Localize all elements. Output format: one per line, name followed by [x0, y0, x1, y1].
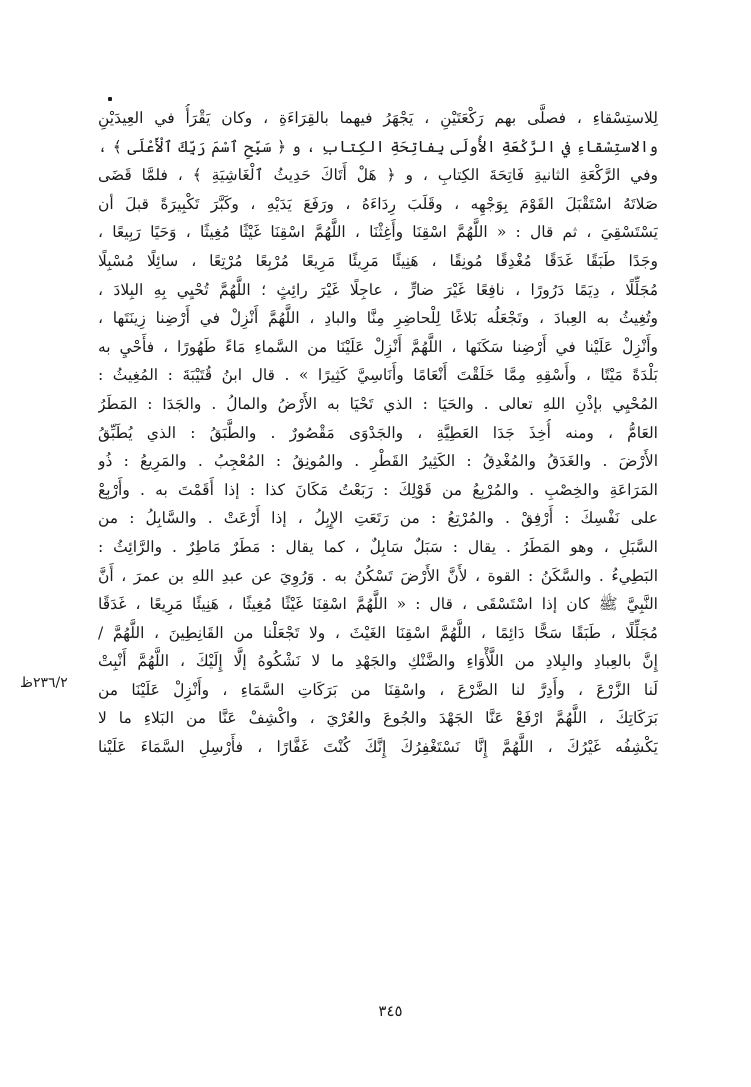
text-line: لِلاستِسْقاءِ ، فصلَّى بهم رَكْعَتَيْنِ ، يَجْهَرُ فيهما بالقِرَاءَةِ ، وكان يَقْرَأُ في العِيدَيْنِ	[98, 109, 658, 127]
text-line: على نَفْسِكَ : أَرْفِقْ . والمُرْتِعُ : من رَتَعَتِ الإِبِلُ ، إذا أَرْعَتْ . والسَّابِلُ : من	[98, 509, 658, 528]
text-line: وأَنْزِلْ عَلَيْنا في أَرْضِنا سَكَنَها ، اللَّهُمَّ أَنْزِلْ عَلَيْنَا من السَّماءِ مَاءً طَهُورًا ، فأَحْيِ به	[98, 337, 658, 356]
page-number: ٣٤٥	[378, 1002, 403, 1020]
text-line: بَلْدَةً مَيْتًا ، وأَسْقِهِ مِمَّا خَلَقْتَ أَنْعَامًا وأَنَاسِيَّ كَثِيرًا » . قال ابنُ قُتَيْبَةَ : المُغِيثُ :	[98, 366, 658, 385]
text-line: لَنا الزَّرْعَ ، وأَدِرَّ لنا الضَّرْعَ ، واسْقِنَا من بَرَكَاتِ السَّمَاءِ ، وأَنْزِلْ عَلَيْنَا من	[98, 680, 658, 699]
section-mark	[108, 97, 112, 101]
text-line: وفي الرَّكْعَةِ الثانيةِ فَاتِحَةَ الكِتابِ ، و ﴿ هَلْ أَتَاكَ حَدِيثُ ٱلْغَاشِيَةِ ﴾ ، فلمَّا قَضَى	[98, 166, 658, 185]
text-line: إِنَّ بالعِبادِ والبِلادِ من اللَّأْوَاءِ والضَّنْكِ والجَهْدِ ما لا نَشْكُوهُ إلَّا إِلَيْكَ ، اللَّهُمَّ أَنْبِتْ	[98, 652, 658, 671]
text-line: وتُغِيثُ به العِبادَ ، وتَجْعَلُه بَلاغًا لِلْحاضِرِ مِنَّا والبادِ ، اللَّهُمَّ أَنْزِلْ في أَرْضِنا زِينَتَها ،	[98, 309, 658, 328]
text-line: يَسْتَسْقِيَ ، ثم قال : « اللَّهُمَّ اسْقِنَا وأَغِثْنَا ، اللَّهُمَّ اسْقِنَا غَيْثًا مُغِيثًا ، وَحَيًا رَبِيعًا ،	[98, 223, 658, 242]
text-line: البَطِيءُ . والسَّكَنُ : القوة ، لأَنَّ الأَرْضَ تَسْكُنُ به . وَرُوِيَ عن عبدِ اللهِ بن عمرَ ، أَنَّ	[98, 566, 658, 585]
text-line: النَّبِيَّ ﷺ كان إذا اسْتَسْقَى ، قال : « اللَّهُمَّ اسْقِنَا غَيْثًا مُغِيثًا ، هَنِيئًا مَرِيعًا ، غَدَقًا	[98, 595, 658, 614]
text-line: بَرَكَاتِكَ ، اللَّهُمَّ ارْفَعْ عَنَّا الجَهْدَ والجُوعَ والعُرْيَ ، واكْشِفْ عَنَّا من البَلاءِ ما لا	[98, 709, 658, 728]
text-line: يَكْشِفُه غَيْرُكَ ، اللَّهُمَّ إِنَّا نَسْتَغْفِرُكَ إِنَّكَ كُنْتَ غَفَّارًا ، فأَرْسِلِ السَّمَاءَ عَلَيْنا	[98, 738, 658, 757]
text-line: صَلاتَهُ اسْتَقْبَلَ القَوْمَ بِوَجْهِه ، وقَلَبَ رِدَاءَهُ ، ورَفَعَ يَدَيْهِ ، وكَبَّرَ تَكْبِيرَةً قبلَ أن	[98, 194, 658, 213]
text-line: مُجَلِّلًا ، دِيَمًا دَرُورًا ، نافِعًا غَيْرَ ضارٍّ ، عاجِلًا غَيْرَ رائِثٍ ؛ اللَّهُمَّ تُحْيِي بِهِ البِلادَ ،	[98, 280, 658, 299]
text-line: العَامُّ ، ومنه أُخِذَ جَدَا العَطِيَّةِ ، والجَدْوَى مَقْصُورٌ . والطَّبَقُ : الذي يُطَبِّقُ	[98, 423, 658, 442]
body-text	[98, 104, 658, 762]
text-line: مُجَلِّلًا ، طَبَقًا سَحًّا دَائِمًا ، اللَّهُمَّ اسْقِنَا الغَيْثَ ، ولا تَجْعَلْنا من القَانِطِينَ ، اللَّهُمَّ /	[98, 623, 658, 642]
text-line: المَرَاعَةِ والخِصْبِ . والمُرْبِعُ من قَوْلِكَ : رَبَعْتُ مَكَانَ كذا : إذا أَقَمْتَ به . وأَرْبِعْ	[98, 480, 658, 499]
text-line: وجَدًا طَبَقًا غَدَقًا مُغْدِقًا مُونِقًا ، هَنِيئًا مَرِيئًا مَرِيعًا مُرْبِعًا مُرْتِعًا ، سائِلًا مُسْبِلًا	[98, 251, 658, 270]
text-line: السَّبَلِ ، وهو المَطَرُ . يقال : سَبَلٌ سَابِلٌ ، كما يقال : مَطَرٌ مَاطِرٌ . والرَّائِثُ :	[98, 537, 658, 556]
text-line: والاستِسْقاءِ في الرَّكْعَةِ الأُولَى بِفاتِحَةِ الكِتابِ ، و ﴿ سَبِّحِ ٱسْمَ رَبِّكَ ٱلْأَعْلَى ﴾ ،	[98, 137, 658, 156]
manuscript-folio-note: ٢٣٦/٢ظ	[20, 675, 68, 691]
text-line: المُحْيِي بإذْنِ اللهِ تعالى . والحَيَا : الذي تَحْيَا به الأَرْضُ والمالُ . والجَدَا : المَطَرُ	[98, 394, 658, 413]
text-line: الأَرْضَ . والغَدَقُ والمُغْدِقُ : الكَثِيرُ القَطْرِ . والمُونِقُ : المُعْجِبُ . والمَرِيعُ : ذُو	[98, 452, 658, 471]
